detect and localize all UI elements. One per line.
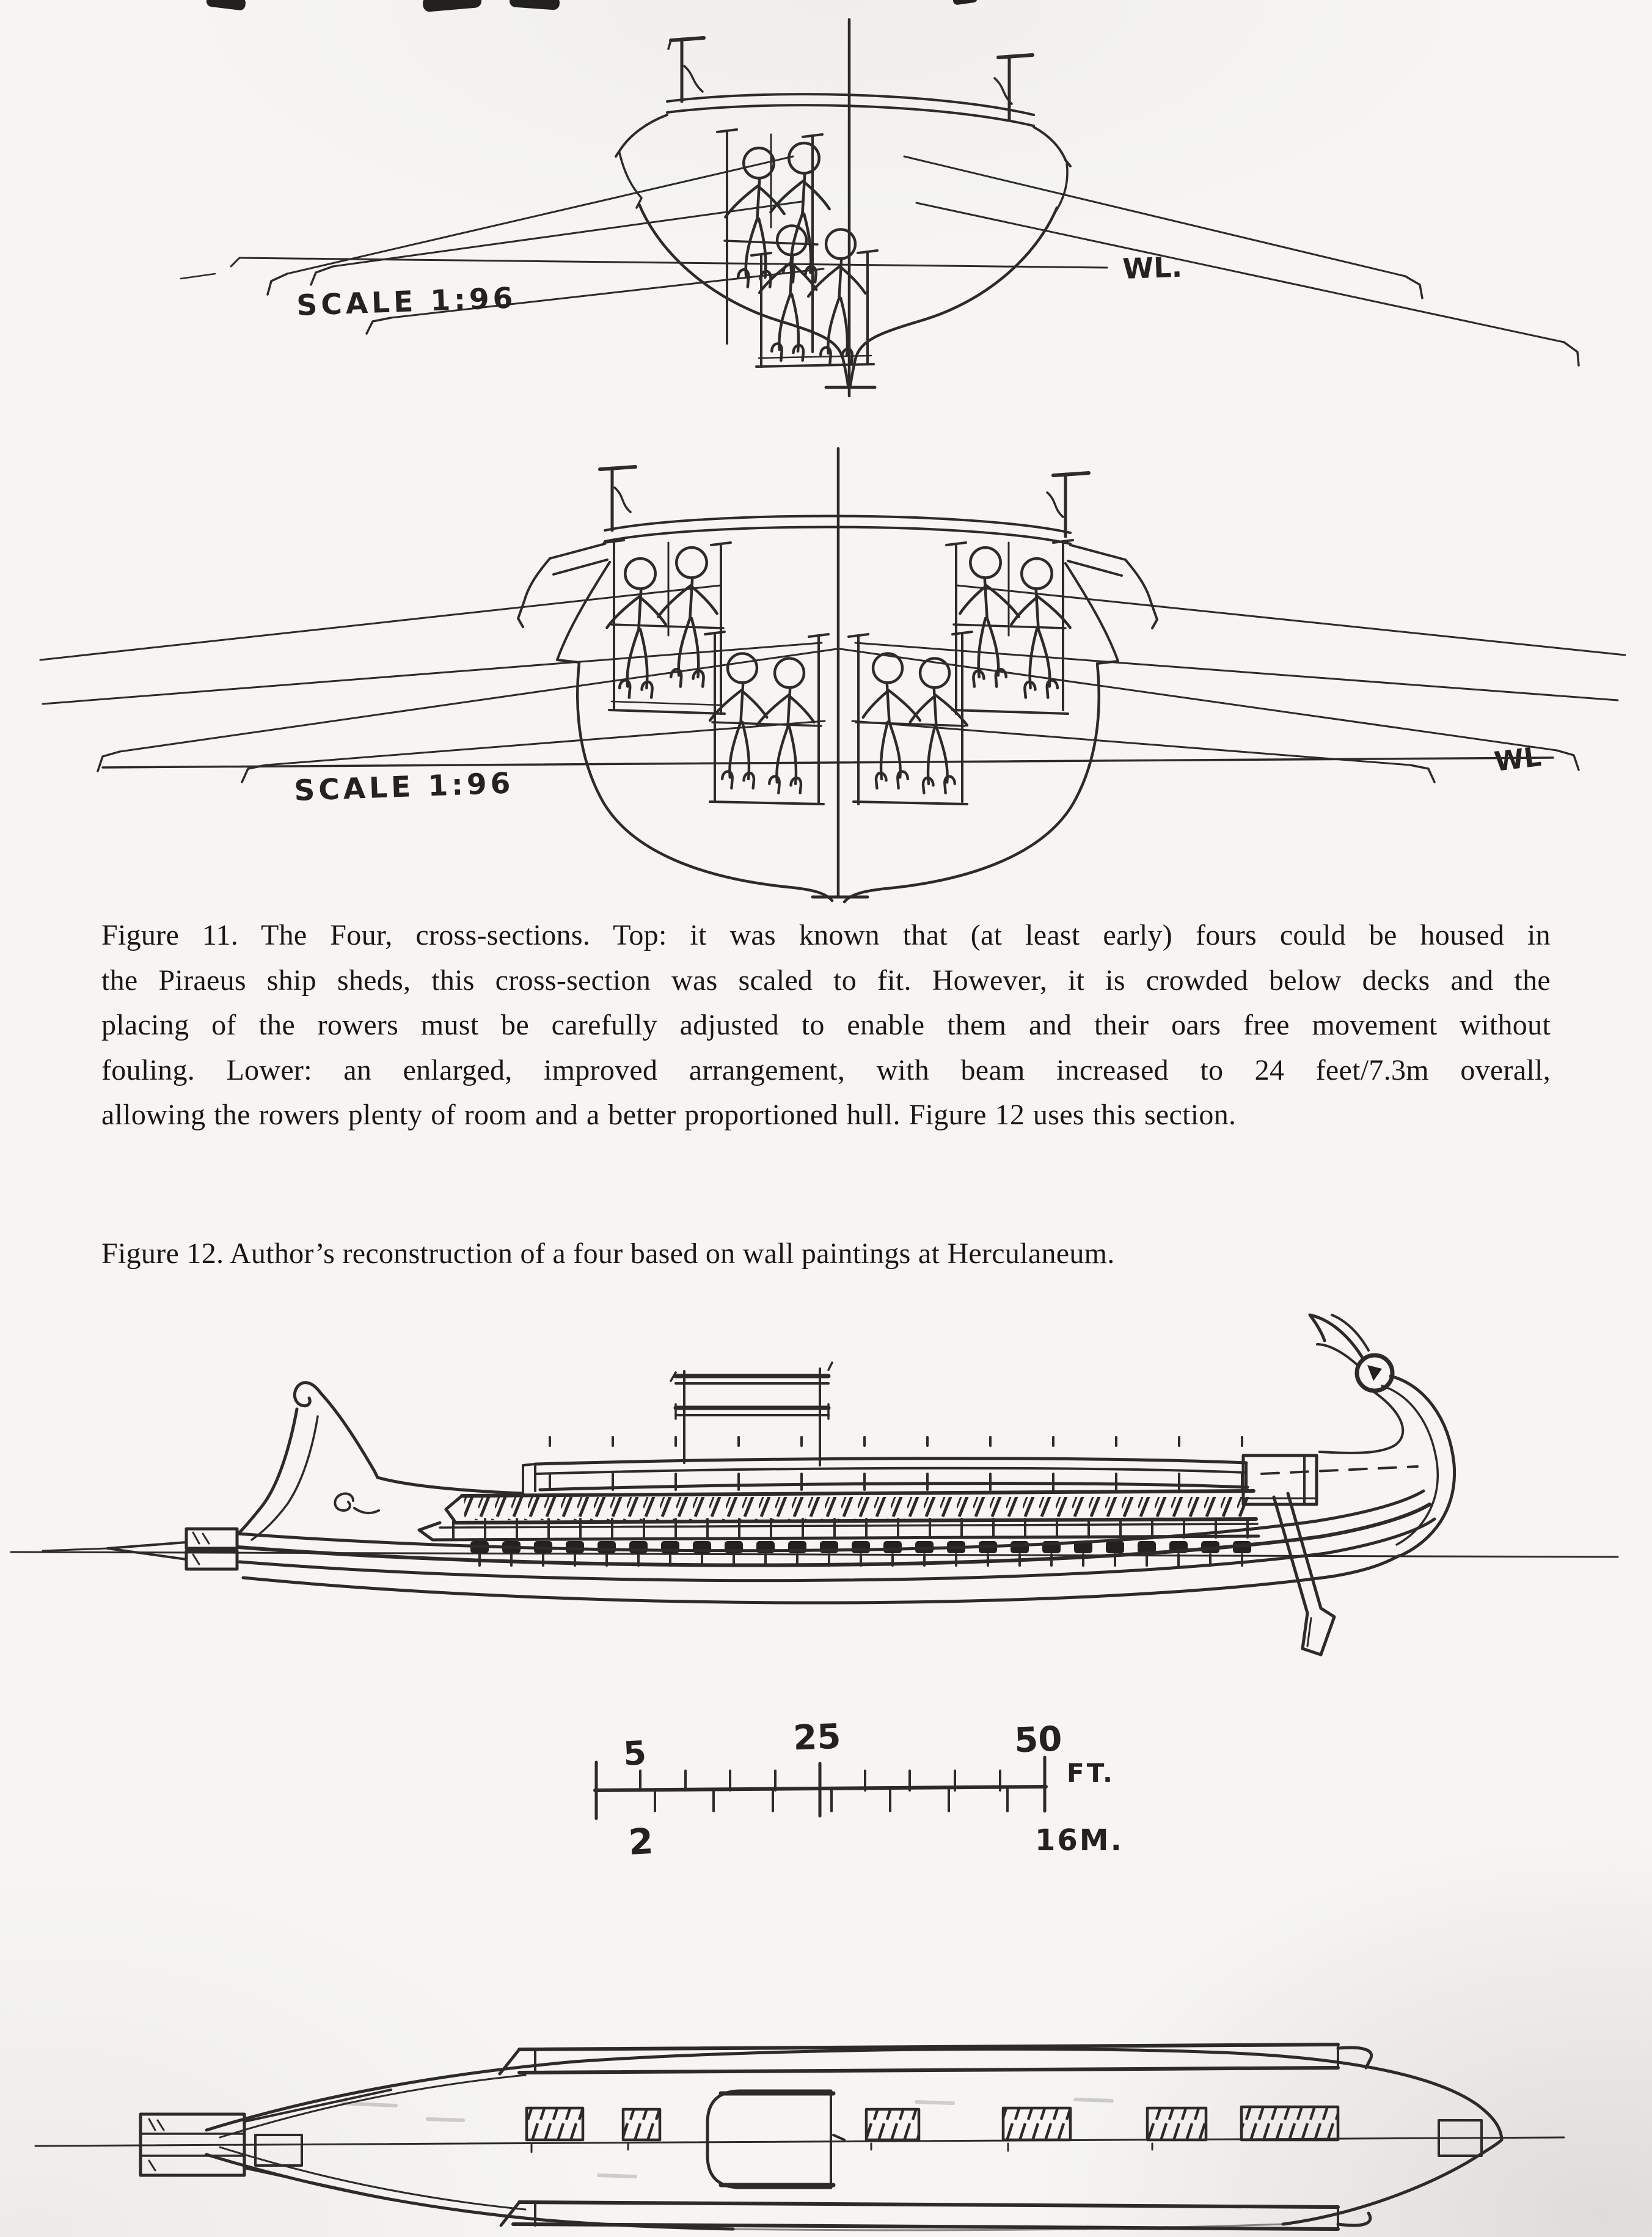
scalebar-feet-first: 5 xyxy=(622,1734,648,1773)
scalebar-feet-mid: 25 xyxy=(792,1716,842,1759)
scalebar-feet-last: 50 xyxy=(1014,1719,1063,1761)
scalebar-meters-first: 2 xyxy=(627,1820,654,1864)
oarbox-band xyxy=(446,1491,1256,1523)
stern-gooseneck xyxy=(1243,1315,1455,1556)
scan-artifacts xyxy=(206,0,978,12)
deckhouse-plan xyxy=(707,2091,844,2188)
bow-ram xyxy=(43,1529,237,1569)
figure11-caption xyxy=(101,913,1551,1138)
rower-figures xyxy=(725,143,865,364)
scale-label-top: SCALE 1:96 xyxy=(296,281,517,323)
pencil-smudges xyxy=(342,2100,1112,2177)
scalebar-feet-unit: FT. xyxy=(1067,1758,1115,1788)
figure12-side-elevation xyxy=(11,1315,1618,1655)
figure12-scale-bar xyxy=(595,1757,1046,1818)
deck-railing xyxy=(535,1437,1248,1491)
caption-line: Figure 11. The Four, cross-sections. Top: it was known that (at least early) fours could be housed in xyxy=(101,919,1551,951)
figure11-lower-cross-section xyxy=(40,448,1625,902)
caption-line: the Piraeus ship sheds, this cross-section was scaled to fit. However, it is crowded below decks and the xyxy=(101,964,1551,997)
waterline xyxy=(11,1552,1618,1557)
scale-label-lower: SCALE 1:96 xyxy=(293,766,515,808)
steering-oar xyxy=(1274,1493,1334,1655)
figure12-caption: Figure 12. Author’s reconstruction of a four based on wall paintings at Herculaneum. xyxy=(101,1237,1115,1270)
waterline xyxy=(181,258,1107,279)
waterline-label-top: WL. xyxy=(1122,250,1183,285)
hull-outline xyxy=(616,94,1070,387)
deck-hatches xyxy=(527,2107,1482,2156)
deckhouse xyxy=(671,1363,832,1465)
caption-line: allowing the rowers plenty of room and a better proportioned hull. Figure 12 uses this section. xyxy=(101,1099,1237,1131)
caption-line: placing of the rowers must be carefully adjusted to enable them and their oars free movement without xyxy=(101,1009,1551,1041)
oars xyxy=(40,585,1625,782)
caption-line: fouling. Lower: an enlarged, improved arrangement, with beam increased to 24 feet/7.3m overall, xyxy=(101,1053,1551,1086)
waterline xyxy=(103,758,1553,767)
figure11-top-cross-section xyxy=(181,20,1579,396)
waterline-label-lower: WL xyxy=(1493,741,1543,778)
figure12-plan-view xyxy=(35,2045,1564,2230)
scalebar-meters-last: 16M. xyxy=(1035,1823,1124,1858)
